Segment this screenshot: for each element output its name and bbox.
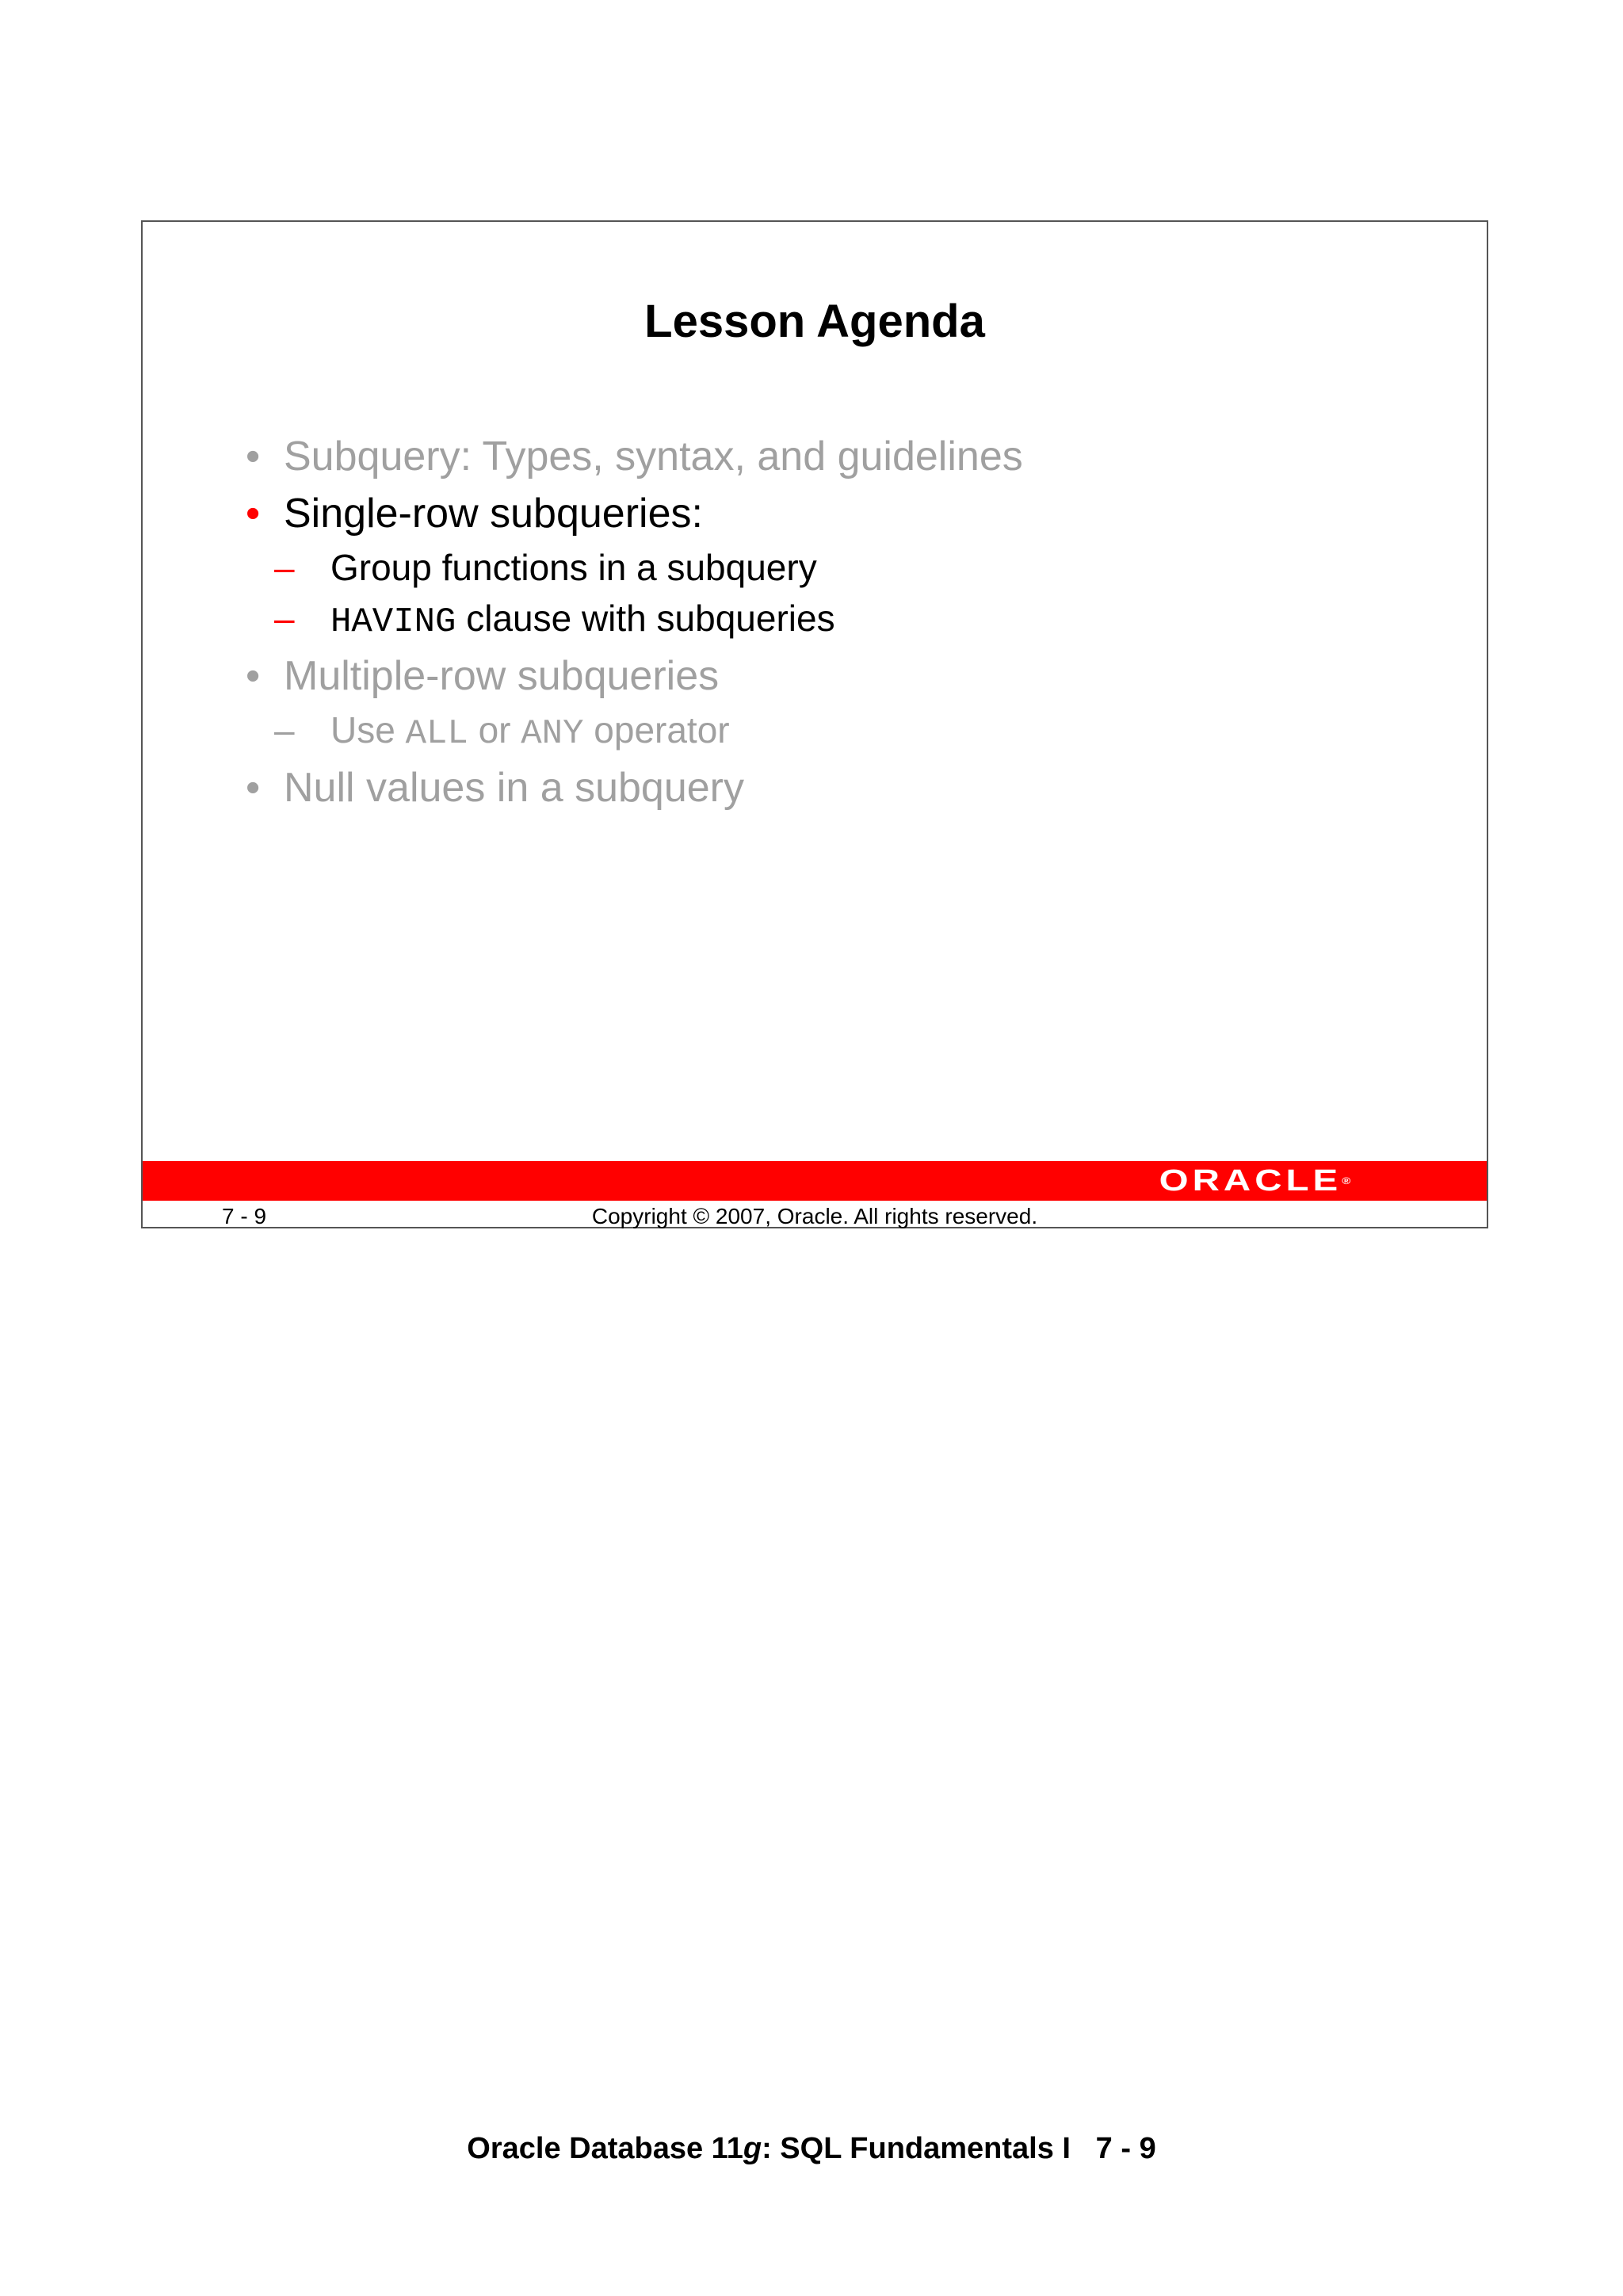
- copyright-notice: Copyright © 2007, Oracle. All rights reserved.: [591, 1204, 1038, 1228]
- bullet-icon: •: [246, 491, 261, 537]
- agenda-item-label: Multiple-row subqueries: [284, 653, 720, 699]
- agenda-list: [246, 428, 1023, 816]
- code-keyword-any: ANY: [521, 714, 584, 754]
- code-keyword-having: HAVING: [330, 602, 456, 642]
- agenda-subitem-pre: Use: [330, 709, 406, 751]
- agenda-subitem-all-any: [208, 705, 1023, 759]
- agenda-subitem-label: clause with subqueries: [456, 598, 835, 639]
- agenda-subitem-group-functions: [208, 542, 1023, 593]
- agenda-item-label: Single-row subqueries:: [284, 491, 703, 537]
- oracle-logo: [1159, 1165, 1350, 1197]
- dash-icon: –: [274, 709, 295, 751]
- bullet-icon: •: [246, 653, 261, 699]
- page-footer-pre: Oracle Database 11: [467, 2132, 743, 2165]
- page-footer-post: : SQL Fundamentals I 7 - 9: [762, 2132, 1156, 2165]
- agenda-subitem-having: [208, 593, 1023, 648]
- agenda-subitem-mid: or: [468, 709, 521, 751]
- agenda-item-label: Subquery: Types, syntax, and guidelines: [284, 434, 1023, 479]
- code-keyword-all: ALL: [405, 714, 468, 754]
- page-footer: [0, 2132, 1623, 2166]
- dash-icon: –: [274, 547, 295, 588]
- oracle-logo-text: ORACLE: [1159, 1164, 1342, 1198]
- agenda-item-multiple-row: [246, 648, 1023, 705]
- dash-icon: –: [274, 598, 295, 639]
- agenda-item-single-row: [246, 485, 1023, 542]
- agenda-subitem-post: operator: [583, 709, 730, 751]
- bullet-icon: •: [246, 765, 261, 811]
- bullet-icon: •: [246, 434, 261, 479]
- slide-number: 7 - 9: [222, 1204, 267, 1228]
- slide-title: Lesson Agenda: [644, 296, 985, 347]
- agenda-item-label: Null values in a subquery: [284, 765, 744, 811]
- agenda-item-null-values: [246, 759, 1023, 816]
- slide-frame: [141, 220, 1488, 1228]
- agenda-subitem-label: Group functions in a subquery: [330, 547, 817, 588]
- page-footer-italic: g: [743, 2132, 762, 2165]
- agenda-item-subquery-types: [246, 428, 1023, 485]
- registered-mark: ®: [1341, 1175, 1350, 1186]
